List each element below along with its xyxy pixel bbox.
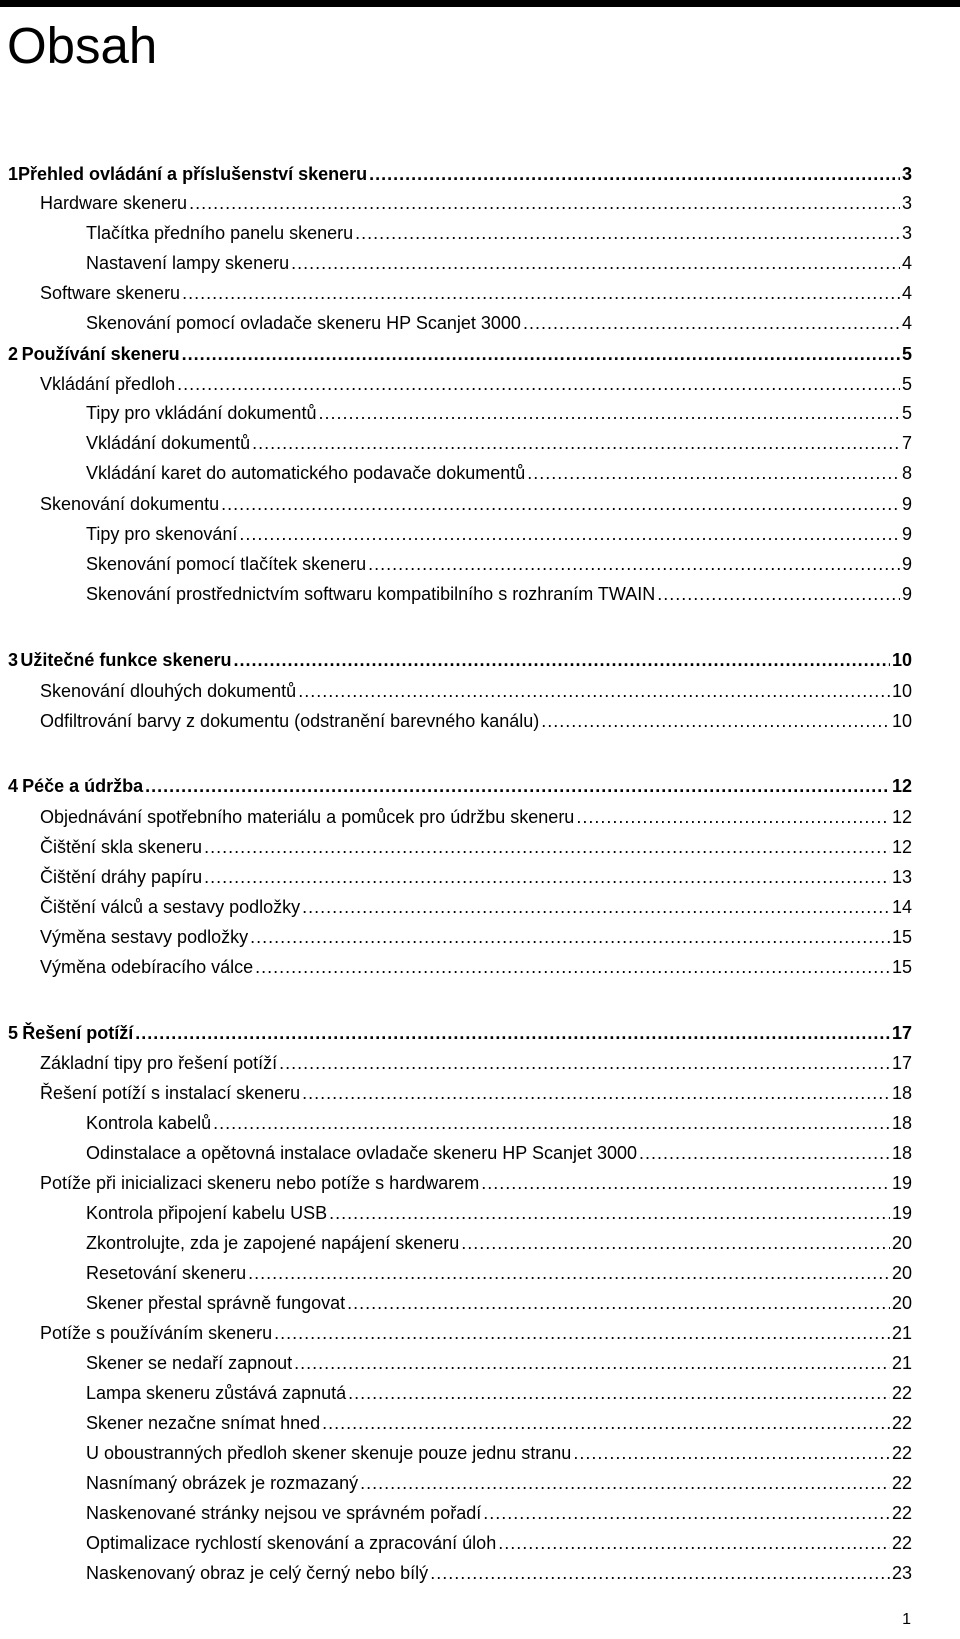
toc-dot-leader	[204, 862, 890, 892]
toc-page-number: 21	[891, 1323, 912, 1343]
toc-entry-title: Skener se nedaří zapnout	[86, 1353, 293, 1373]
top-rule	[0, 0, 960, 7]
toc-entry-title: Skenování prostřednictvím softwaru kompatibilního s rozhraním TWAIN	[86, 584, 656, 604]
toc-dot-leader	[657, 579, 900, 609]
toc-entry-title: Odinstalace a opětovná instalace ovladače skeneru HP Scanjet 3000	[86, 1143, 638, 1163]
toc-dot-leader	[274, 1318, 890, 1348]
toc-dot-leader	[239, 519, 900, 549]
toc-page-number: 22	[891, 1413, 912, 1433]
toc-page-number: 4	[901, 283, 912, 303]
toc-entry-row[interactable]	[86, 1108, 912, 1138]
toc-entry-title: Skener přestal správně fungovat	[86, 1293, 346, 1313]
toc-entry-title: Skener nezačne snímat hned	[86, 1413, 321, 1433]
toc-chapter-number: 5	[8, 1023, 19, 1043]
toc-page-number: 9	[901, 554, 912, 574]
toc-dot-leader	[576, 802, 890, 832]
toc-dot-leader	[348, 1378, 890, 1408]
toc-dot-leader	[461, 1228, 890, 1258]
toc-entry-row[interactable]	[40, 862, 912, 892]
toc-dot-leader	[430, 1558, 890, 1588]
toc-page-number: 15	[891, 957, 912, 977]
toc-entry-row[interactable]	[86, 1468, 912, 1498]
toc-dot-leader	[483, 1498, 890, 1528]
toc-page-number: 3	[901, 223, 912, 243]
toc-chapter-row[interactable]	[8, 339, 912, 369]
toc-dot-leader	[182, 278, 900, 308]
toc-entry-row[interactable]	[86, 1348, 912, 1378]
toc-page-number: 22	[891, 1503, 912, 1523]
toc-entry-row[interactable]	[86, 1198, 912, 1228]
toc-entry-row[interactable]	[86, 1288, 912, 1318]
toc-entry-title: Potíže s používáním skeneru	[40, 1323, 273, 1343]
toc-dot-leader	[302, 892, 890, 922]
toc-entry-title: Naskenované stránky nejsou ve správném pořadí	[86, 1503, 482, 1523]
toc-entry-row[interactable]	[86, 1378, 912, 1408]
toc-dot-leader	[369, 159, 900, 189]
toc-entry-row[interactable]	[40, 706, 912, 736]
toc-page-number: 4	[901, 313, 912, 333]
toc-chapter-number: 4	[8, 776, 19, 796]
toc-entry-row[interactable]	[86, 218, 912, 248]
toc-entry-title: Tipy pro vkládání dokumentů	[86, 403, 317, 423]
toc-entry-row[interactable]	[40, 1078, 912, 1108]
toc-page-number: 10	[891, 711, 912, 731]
toc-dot-leader	[135, 1018, 890, 1048]
toc-entry-title: Nastavení lampy skeneru	[86, 253, 290, 273]
toc-entry-row[interactable]	[40, 489, 912, 519]
toc-page-number: 8	[901, 463, 912, 483]
toc-dot-leader	[481, 1168, 890, 1198]
toc-page-number: 18	[891, 1083, 912, 1103]
toc-entry-row[interactable]	[86, 1228, 912, 1258]
toc-page-number: 7	[901, 433, 912, 453]
toc-entry-title: Skenování pomocí ovladače skeneru HP Scanjet 3000	[86, 313, 521, 333]
toc-entry-title: Přehled ovládání a příslušenství skeneru	[18, 164, 368, 184]
toc-page-number: 19	[891, 1173, 912, 1193]
toc-entry-row[interactable]	[86, 579, 912, 609]
toc-page-number: 9	[901, 494, 912, 514]
toc-page-number: 20	[891, 1293, 912, 1313]
toc-dot-leader	[527, 458, 900, 488]
toc-dot-leader	[213, 1108, 890, 1138]
toc-page-number: 22	[891, 1443, 912, 1463]
toc-entry-title: Řešení potíží	[22, 1023, 134, 1043]
toc-entry-row[interactable]	[86, 308, 912, 338]
toc-dot-leader	[204, 832, 890, 862]
toc-dot-leader	[368, 549, 900, 579]
toc-dot-leader	[291, 248, 900, 278]
toc-page-number: 9	[901, 524, 912, 544]
toc-page-number: 12	[891, 776, 912, 796]
toc-entry-row[interactable]	[86, 1498, 912, 1528]
toc-entry-row[interactable]	[40, 369, 912, 399]
toc-page-number: 5	[901, 374, 912, 394]
toc-dot-leader	[250, 922, 890, 952]
toc-entry-title: Čištění dráhy papíru	[40, 867, 203, 887]
toc-entry-row[interactable]	[40, 802, 912, 832]
toc-page-number: 3	[901, 193, 912, 213]
toc-entry-title: Potíže při inicializaci skeneru nebo potíže s hardwarem	[40, 1173, 480, 1193]
toc-dot-leader	[347, 1288, 890, 1318]
toc-chapter-row[interactable]	[8, 771, 912, 801]
toc-dot-leader	[541, 706, 890, 736]
toc-page-number: 5	[901, 344, 912, 364]
toc-entry-title: Skenování pomocí tlačítek skeneru	[86, 554, 367, 574]
toc-page-number: 3	[901, 164, 912, 184]
toc-page-number: 15	[891, 927, 912, 947]
toc-dot-leader	[221, 489, 900, 519]
toc-page-number: 22	[891, 1383, 912, 1403]
toc-entry-title: Péče a údržba	[22, 776, 144, 796]
toc-entry-title: Nasnímaný obrázek je rozmazaný	[86, 1473, 359, 1493]
toc-dot-leader	[177, 369, 900, 399]
toc-entry-title: Vkládání dokumentů	[86, 433, 251, 453]
toc-entry-title: Čištění válců a sestavy podložky	[40, 897, 301, 917]
toc-dot-leader	[322, 1408, 890, 1438]
toc-page-number: 10	[891, 650, 912, 670]
toc-entry-row[interactable]	[40, 188, 912, 218]
toc-page-number: 22	[891, 1473, 912, 1493]
toc-entry-title: Tlačítka předního panelu skeneru	[86, 223, 354, 243]
toc-dot-leader	[145, 771, 890, 801]
toc-dot-leader	[233, 645, 890, 675]
toc-dot-leader	[355, 218, 900, 248]
toc-page-number: 12	[891, 837, 912, 857]
toc-entry-title: Výměna sestavy podložky	[40, 927, 249, 947]
toc-entry-title: Základní tipy pro řešení potíží	[40, 1053, 278, 1073]
toc-dot-leader	[252, 428, 900, 458]
toc-entry-title: Odfiltrování barvy z dokumentu (odstranění barevného kanálu)	[40, 711, 540, 731]
toc-dot-leader	[302, 1078, 890, 1108]
toc-entry-row[interactable]	[40, 952, 912, 982]
toc-entry-title: Zkontrolujte, zda je zapojené napájení skeneru	[86, 1233, 460, 1253]
toc-dot-leader	[189, 188, 900, 218]
toc-entry-title: Hardware skeneru	[40, 193, 188, 213]
toc-page-number: 20	[891, 1233, 912, 1253]
toc-entry-title: Vkládání předloh	[40, 374, 176, 394]
toc-entry-row[interactable]	[86, 1408, 912, 1438]
toc-dot-leader	[294, 1348, 890, 1378]
toc-entry-row[interactable]	[40, 1048, 912, 1078]
toc-entry-title: Software skeneru	[40, 283, 181, 303]
toc-page-number: 9	[901, 584, 912, 604]
toc-page-number: 18	[891, 1113, 912, 1133]
toc-dot-leader	[279, 1048, 890, 1078]
toc-entry-title: Čištění skla skeneru	[40, 837, 203, 857]
toc-entry-row[interactable]	[86, 428, 912, 458]
toc-page-number: 17	[891, 1053, 912, 1073]
toc-dot-leader	[360, 1468, 890, 1498]
toc-page-number: 4	[901, 253, 912, 273]
toc-entry-title: Používání skeneru	[21, 344, 180, 364]
toc-entry-title: Skenování dlouhých dokumentů	[40, 681, 297, 701]
toc-entry-row[interactable]	[40, 1318, 912, 1348]
toc-entry-title: Kontrola kabelů	[86, 1113, 212, 1133]
toc-chapter-row[interactable]	[8, 159, 912, 189]
toc-page-number: 17	[891, 1023, 912, 1043]
toc-entry-row[interactable]	[40, 278, 912, 308]
toc-dot-leader	[255, 952, 890, 982]
page-title: Obsah	[7, 17, 158, 74]
toc-entry-title: Užitečné funkce skeneru	[20, 650, 232, 670]
toc-entry-row[interactable]	[86, 549, 912, 579]
toc-chapter-row[interactable]	[8, 1018, 912, 1048]
toc-page-number: 22	[891, 1533, 912, 1553]
toc-dot-leader	[498, 1528, 890, 1558]
toc-entry-row[interactable]	[40, 676, 912, 706]
toc-entry-row[interactable]	[40, 832, 912, 862]
toc-chapter-number: 3	[8, 650, 19, 670]
toc-entry-title: Tipy pro skenování	[86, 524, 238, 544]
toc-entry-row[interactable]	[86, 1528, 912, 1558]
toc-entry-title: Optimalizace rychlostí skenování a zpracování úloh	[86, 1533, 497, 1553]
toc-entry-row[interactable]	[40, 892, 912, 922]
page-number: 1	[902, 1611, 911, 1628]
toc-entry-title: U oboustranných předloh skener skenuje pouze jednu stranu	[86, 1443, 572, 1463]
toc-entry-row[interactable]	[40, 1168, 912, 1198]
toc-dot-leader	[318, 398, 900, 428]
toc-dot-leader	[639, 1138, 890, 1168]
toc-entry-title: Skenování dokumentu	[40, 494, 220, 514]
toc-entry-title: Objednávání spotřebního materiálu a pomůcek pro údržbu skeneru	[40, 807, 575, 827]
toc-dot-leader	[573, 1438, 890, 1468]
toc-page-number: 21	[891, 1353, 912, 1373]
toc-entry-title: Výměna odebíracího válce	[40, 957, 254, 977]
toc-dot-leader	[182, 339, 900, 369]
toc-entry-row[interactable]	[86, 1258, 912, 1288]
toc-entry-title: Naskenovaný obraz je celý černý nebo bílý	[86, 1563, 429, 1583]
toc-entry-row[interactable]	[40, 922, 912, 952]
toc-page-number: 20	[891, 1263, 912, 1283]
toc-dot-leader	[248, 1258, 890, 1288]
toc-page-number: 14	[891, 897, 912, 917]
toc-entry-title: Lampa skeneru zůstává zapnutá	[86, 1383, 347, 1403]
toc-entry-row[interactable]	[86, 398, 912, 428]
toc-dot-leader	[523, 308, 900, 338]
toc-dot-leader	[298, 676, 890, 706]
toc-entry-row[interactable]	[86, 519, 912, 549]
toc-chapter-number: 1	[8, 164, 19, 184]
toc-page-number: 18	[891, 1143, 912, 1163]
toc-dot-leader	[329, 1198, 890, 1228]
toc-page-number: 13	[891, 867, 912, 887]
toc-page-number: 10	[891, 681, 912, 701]
toc-entry-row[interactable]	[86, 458, 912, 488]
toc-entry-title: Kontrola připojení kabelu USB	[86, 1203, 328, 1223]
toc-page-number: 12	[891, 807, 912, 827]
toc-entry-row[interactable]	[86, 1138, 912, 1168]
toc-chapter-number: 2	[8, 344, 19, 364]
toc-entry-title: Resetování skeneru	[86, 1263, 247, 1283]
toc-entry-title: Řešení potíží s instalací skeneru	[40, 1083, 301, 1103]
toc-entry-row[interactable]	[86, 248, 912, 278]
toc-entry-row[interactable]	[86, 1438, 912, 1468]
toc-page-number: 23	[891, 1563, 912, 1583]
toc-page-number: 19	[891, 1203, 912, 1223]
toc-chapter-row[interactable]	[8, 645, 912, 675]
toc-entry-row[interactable]	[86, 1558, 912, 1588]
toc-page-number: 5	[901, 403, 912, 423]
toc-entry-title: Vkládání karet do automatického podavače dokumentů	[86, 463, 526, 483]
